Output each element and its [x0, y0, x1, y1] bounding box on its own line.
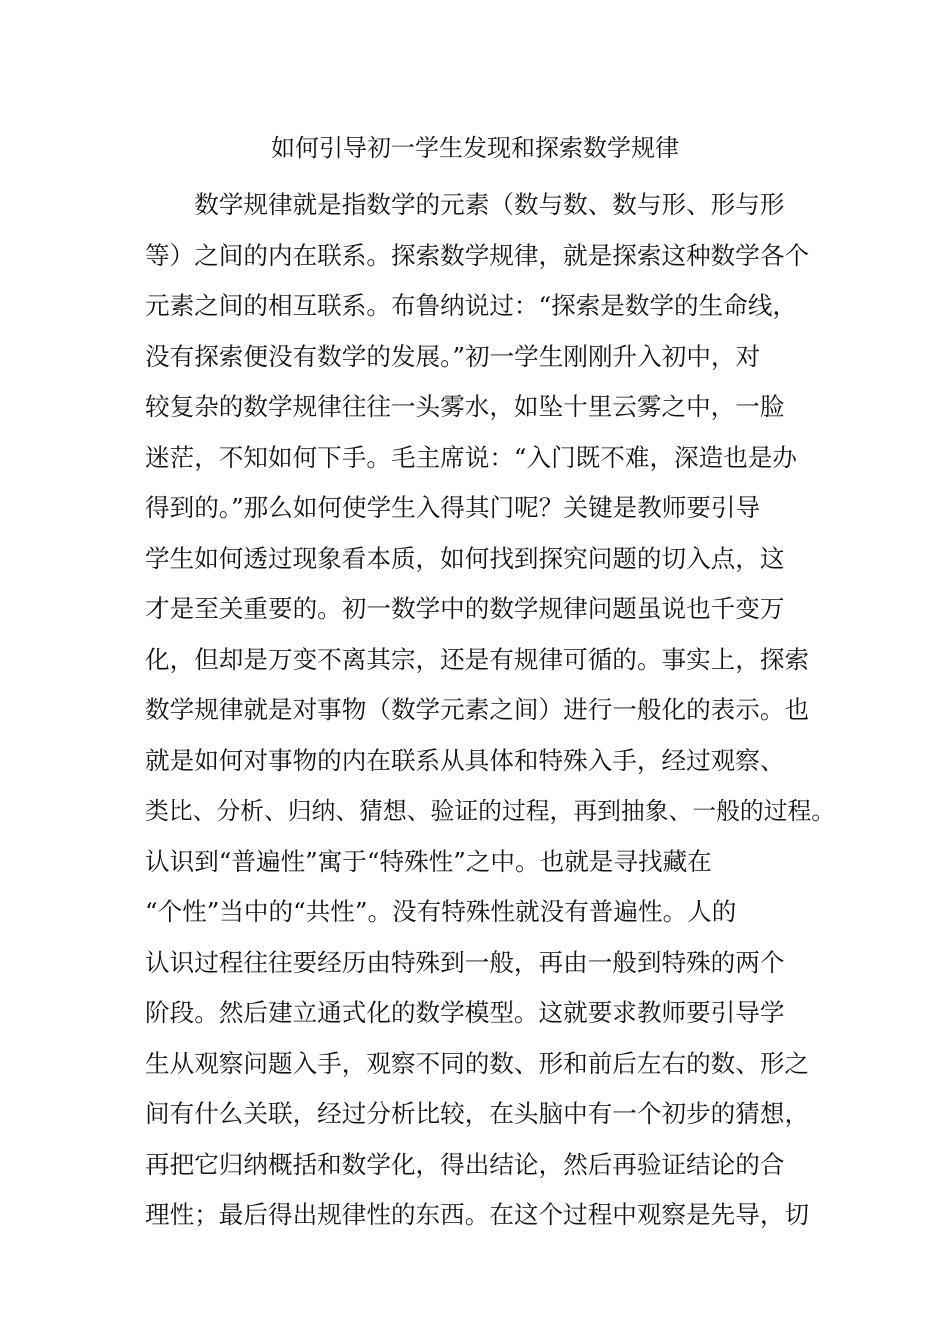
body-line-14: 认识到“普遍性”寓于“特殊性”之中。也就是寻找藏在 — [145, 846, 712, 876]
body-line-11: 数学规律就是对事物（数学元素之间）进行一般化的表示。也 — [145, 695, 810, 724]
body-line-15: “个性”当中的“共性”。没有特殊性就没有普遍性。人的 — [145, 897, 737, 926]
body-line-8: 学生如何透过现象看本质，如何找到探究问题的切入点，这 — [145, 543, 785, 573]
body-line-2: 等）之间的内在联系。探索数学规律，就是探索这种数学各个 — [145, 240, 810, 270]
body-line-20: 再把它归纳概括和数学化，得出结论，然后再验证结论的合 — [145, 1149, 785, 1179]
body-line-7: 得到的。”那么如何使学生入得其门呢？关键是教师要引导 — [145, 493, 761, 522]
body-line-18: 生从观察问题入手，观察不同的数、形和前后左右的数、形之 — [145, 1048, 810, 1078]
body-line-5: 较复杂的数学规律往往一头雾水，如坠十里云雾之中，一脸 — [145, 392, 785, 421]
document-body — [145, 180, 835, 1241]
body-line-12: 就是如何对事物的内在联系从具体和特殊入手，经过观察、 — [145, 745, 785, 775]
body-line-21: 理性；最后得出规律性的东西。在这个过程中观察是先导，切 — [145, 1200, 810, 1229]
body-line-19: 间有什么关联，经过分析比较，在头脑中有一个初步的猜想， — [145, 1099, 810, 1128]
body-line-17: 阶段。然后建立通式化的数学模型。这就要求教师要引导学 — [145, 998, 785, 1027]
body-line-3: 元素之间的相互联系。布鲁纳说过：“探索是数学的生命线， — [145, 291, 798, 320]
body-line-6: 迷茫，不知如何下手。毛主席说：“入门既不难，深造也是办 — [145, 442, 798, 472]
body-line-16: 认识过程往往要经历由特殊到一般，再由一般到特殊的两个 — [145, 947, 785, 977]
document-title: 如何引导初一学生发现和探索数学规律 — [271, 134, 679, 162]
body-line-1: 数学规律就是指数学的元素（数与数、数与形、形与形 — [145, 190, 785, 219]
body-line-13: 类比、分析、归纳、猜想、验证的过程，再到抽象、一般的过程。 — [145, 797, 836, 825]
body-line-10: 化，但却是万变不离其宗，还是有规律可循的。事实上，探索 — [145, 644, 810, 674]
body-line-9: 才是至关重要的。初一数学中的数学规律问题虽说也千变万 — [145, 594, 785, 623]
body-line-4: 没有探索便没有数学的发展。”初一学生刚刚升入初中，对 — [145, 341, 761, 371]
